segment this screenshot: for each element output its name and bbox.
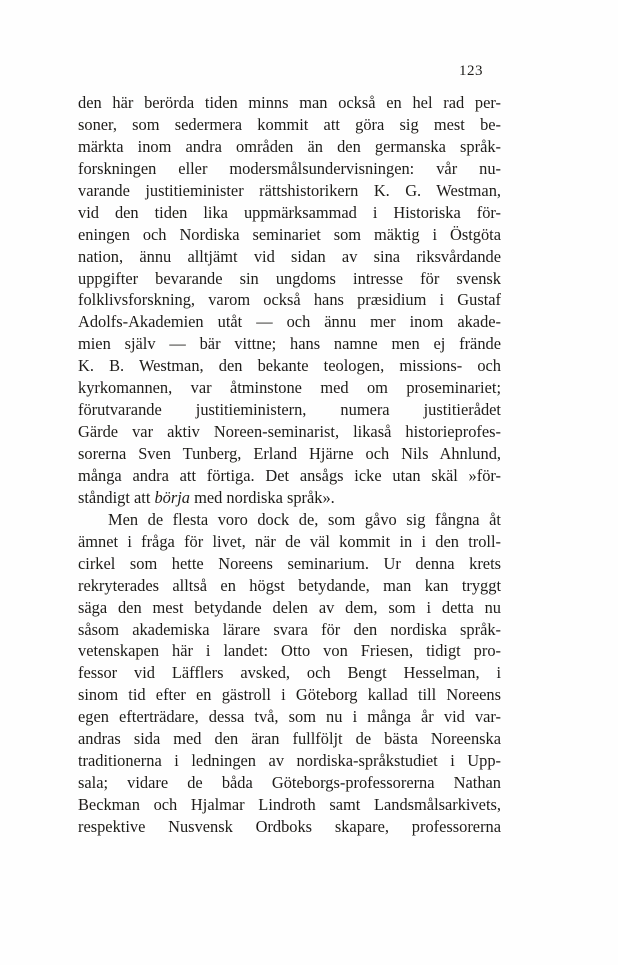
text-line: Beckman och Hjalmar Lindroth samt Landsmålsarkivets,	[78, 795, 501, 814]
text-line	[78, 487, 501, 509]
text-line: sala; vidare de båda Göteborgs-professorerna Nathan	[78, 773, 501, 793]
text-run: ståndigt att	[78, 487, 155, 507]
text-line: uppgifter bevarande sin ungdoms intresse för svensk	[78, 268, 501, 288]
text-line: rekryterades alltså en högst betydande, man kan tryggt	[78, 575, 501, 595]
text-line: Men de flesta voro dock de, som gåvo sig fångna åt	[108, 509, 501, 529]
text-line: cirkel som hette Noreens seminarium. Ur denna krets	[78, 553, 501, 573]
paragraph	[78, 509, 501, 838]
text-line: många andra att förtiga. Det ansågs icke utan skäl »för-	[78, 465, 501, 485]
text-line: förutvarande justitieministern, numera justitierådet	[78, 400, 501, 420]
text-line: respektive Nusvensk Ordboks skapare, professorerna	[78, 816, 501, 836]
text-line: traditionerna i ledningen av nordiska-språkstudiet i Upp-	[78, 751, 501, 771]
text-line: nation, ännu alltjämt vid sidan av sina riksvårdande	[78, 246, 501, 266]
text-line: den här berörda tiden minns man också en hel rad per-	[78, 93, 501, 112]
text-line: varande justitieminister rättshistorikern K. G. Westman,	[78, 180, 501, 200]
text-line: märkta inom andra områden än den germanska språk-	[78, 136, 501, 156]
page-number: 123	[459, 63, 483, 79]
text-line: fessor vid Läfflers avsked, och Bengt Hesselman, i	[78, 663, 501, 683]
text-line: andras sida med den äran fullföljt de bästa Noreenska	[78, 729, 501, 749]
text-line: folklivsforskning, varom också hans præsidium i Gustaf	[78, 290, 501, 310]
text-line: kyrkomannen, var åtminstone med om proseminariet;	[78, 378, 501, 398]
text-line: K. B. Westman, den bekante teologen, missions- och	[78, 356, 501, 376]
text-line: soner, som sedermera kommit att göra sig mest be-	[78, 114, 501, 134]
text-line: Gärde var aktiv Noreen-seminarist, likaså historieprofes-	[78, 422, 501, 442]
text-line: ämnet i fråga för livet, när de väl kommit in i den troll-	[78, 531, 501, 551]
text-line: mien själv — bär vittne; hans namne men ej frände	[78, 334, 501, 354]
text-line: säga den mest betydande delen av dem, som i detta nu	[78, 597, 501, 617]
paragraph	[78, 92, 501, 509]
text-line: sorerna Sven Tunberg, Erland Hjärne och Nils Ahnlund,	[78, 444, 501, 463]
italic-word: börja	[154, 487, 191, 507]
text-line: vid den tiden lika uppmärksammad i Historiska för-	[78, 202, 501, 222]
text-line: eningen och Nordiska seminariet som mäktig i Östgöta	[78, 224, 501, 244]
text-run: med nordiska språk».	[190, 487, 335, 507]
text-line: vetenskapen här i landet: Otto von Friesen, tidigt pro-	[78, 641, 501, 661]
text-line: sinom tid efter en gästroll i Göteborg kallad till Noreens	[78, 685, 501, 705]
text-line: forskningen eller modersmålsundervisningen: vår nu-	[78, 158, 501, 178]
text-line: egen efterträdare, dessa två, som nu i många år vid var-	[78, 707, 501, 727]
body-text	[78, 92, 501, 838]
text-line: Adolfs-Akademien utåt — och ännu mer inom akade-	[78, 312, 501, 332]
text-line: såsom akademiska lärare svara för den nordiska språk-	[78, 619, 501, 639]
